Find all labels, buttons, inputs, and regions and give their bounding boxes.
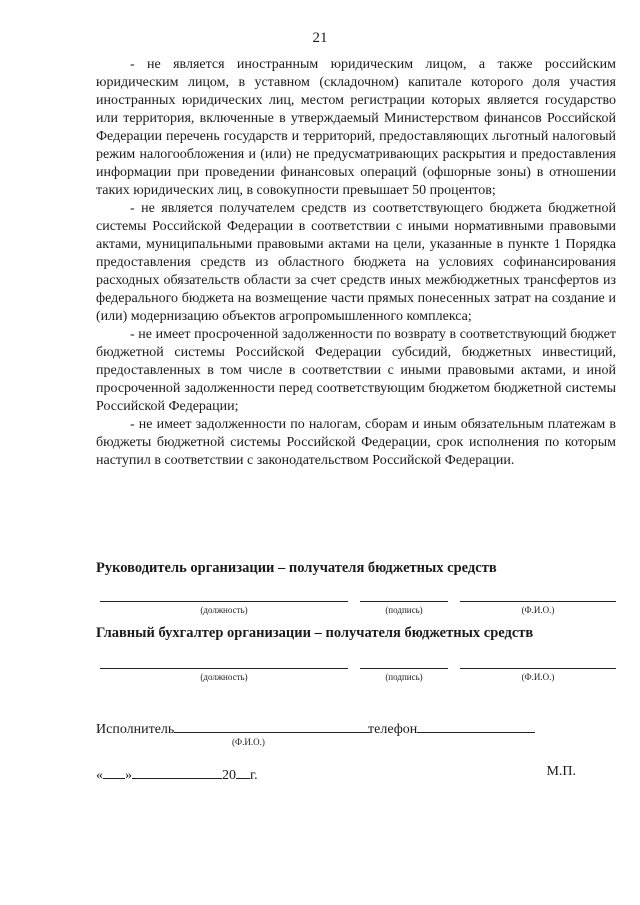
date-month-line[interactable]	[132, 764, 222, 779]
paragraph-no-tax-debt: - не имеет задолженности по налогам, сборам и иным обязательным платежам в бюджеты бюджетной системы Российской Федерации, срок исполнения по которым наступил в соответствии с законодательством Российской Федерации.	[96, 417, 616, 468]
accountant-name-line[interactable]	[460, 668, 616, 669]
accountant-signature-caption: (подпись)	[385, 672, 423, 682]
paragraph-not-recipient: - не является получателем средств из соответствующего бюджета бюджетной системы Российской Федерации в соответствии с иными нормативными правовыми актами, муниципальными правовыми актами на цели, указанные в пункте 1 Порядка предоставления средств из областного бюджета на условиях софинансирования расходных обязательств области за счет средств иных межбюджетных трансфертов из федерального бюджета на возмещение части прямых понесенных затрат на создание и (или) модернизацию объектов агропромышленного комплекса;	[96, 201, 616, 324]
date-row	[96, 764, 620, 786]
date-year-line[interactable]	[236, 764, 250, 779]
date-field	[96, 764, 258, 784]
accountant-signature-line[interactable]	[360, 668, 448, 669]
executor-name-line[interactable]	[174, 718, 370, 733]
head-position-line[interactable]	[100, 601, 348, 602]
accountant-position-caption: (должность)	[200, 672, 248, 682]
phone-label: телефон	[368, 722, 418, 737]
date-close-quote: »	[125, 768, 132, 783]
head-position-caption: (должность)	[200, 605, 248, 615]
date-day-line[interactable]	[103, 764, 125, 779]
head-signature-line[interactable]	[360, 601, 448, 602]
head-signature-row	[96, 587, 620, 621]
accountant-signature-title: Главный бухгалтер организации – получателя бюджетных средств	[96, 625, 534, 641]
executor-label: Исполнитель	[96, 722, 175, 737]
accountant-name-caption: (Ф.И.О.)	[521, 672, 555, 682]
paragraph-foreign-entity: - не является иностранным юридическим лицом, а также российским юридическим лицом, в уставном (складочном) капитале которого доля участия иностранных юридических лиц, местом регистрации которых является государство или территория, включенные в утверждаемый Министерством финансов Российской Федерации перечень государств и территорий, предоставляющих льготный налоговый режим налогообложения и (или) не предусматривающих раскрытия и предоставления информации при проведении финансовых операций (офшорные зоны) в отношении таких юридических лиц, в совокупности превышает 50 процентов;	[96, 57, 616, 198]
date-year-prefix: 20	[222, 768, 236, 783]
head-name-caption: (Ф.И.О.)	[521, 605, 555, 615]
document-body	[96, 56, 616, 470]
head-signature-title: Руководитель организации – получателя бюджетных средств	[96, 560, 497, 576]
accountant-position-line[interactable]	[100, 668, 348, 669]
phone-field	[368, 718, 535, 738]
stamp-placeholder: М.П.	[546, 764, 576, 779]
head-signature-caption: (подпись)	[385, 605, 423, 615]
head-name-line[interactable]	[460, 601, 616, 602]
phone-line[interactable]	[417, 718, 535, 733]
executor-field	[96, 718, 370, 738]
paragraph-no-overdue-debt: - не имеет просроченной задолженности по возврату в соответствующий бюджет бюджетной системы Российской Федерации субсидий, бюджетных инвестиций, предоставленных в том числе в соответствии с иными правовыми актами, и иной просроченной задолженности перед соответствующим бюджетом бюджетной системы Российской Федерации;	[96, 327, 616, 414]
date-year-suffix: г.	[250, 768, 258, 783]
page-number: 21	[312, 30, 328, 46]
executor-name-caption: (Ф.И.О.)	[232, 737, 265, 747]
signature-block	[96, 560, 620, 786]
date-open-quote: «	[96, 768, 103, 783]
executor-row	[96, 718, 620, 748]
accountant-signature-row	[96, 654, 620, 688]
